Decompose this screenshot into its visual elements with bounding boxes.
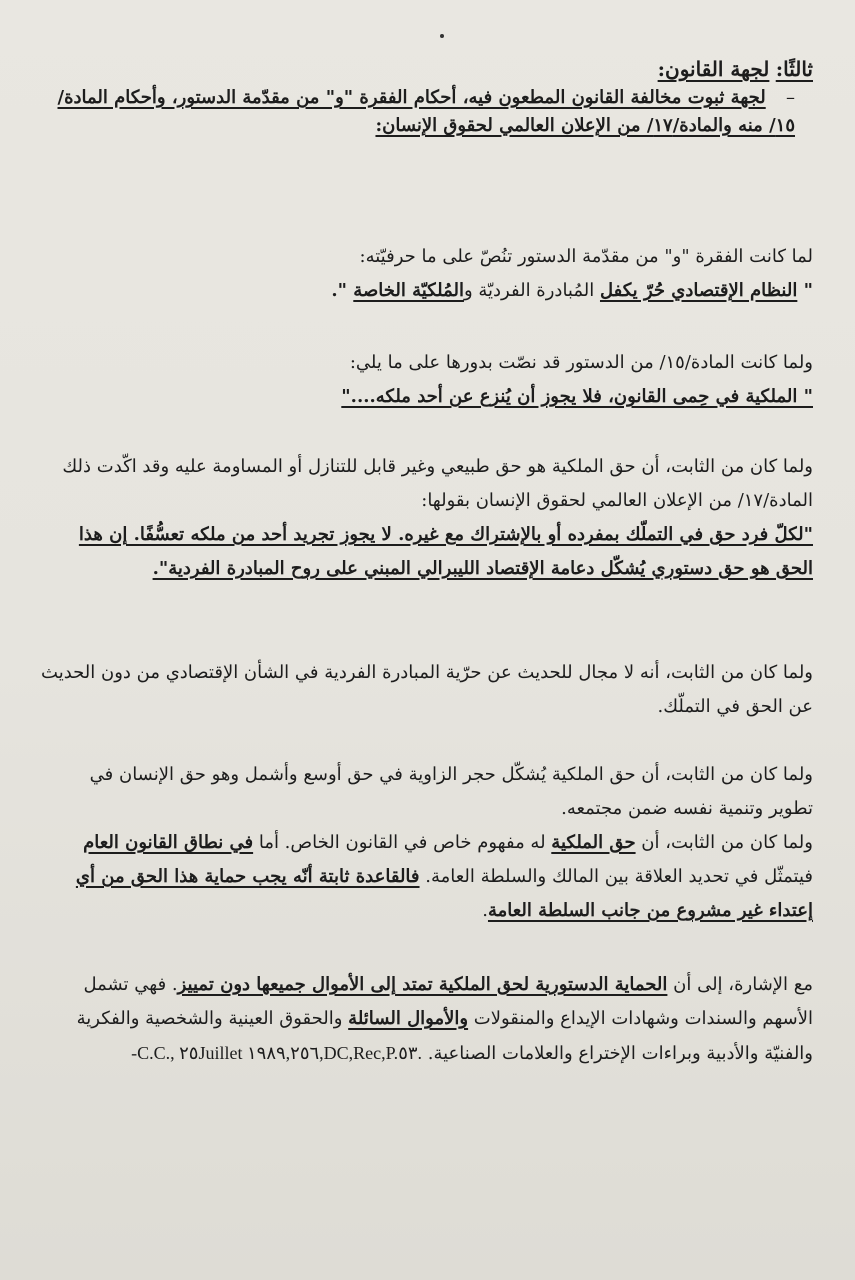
text-run: مع الإشارة، إلى أن <box>667 974 813 995</box>
text-run: . فهي تشمل الأسهم والسندات وشهادات الإيداع والمنقولات <box>83 974 813 1029</box>
emphasis-liquid-assets: والأموال السائلة <box>348 1008 469 1029</box>
paragraph-intro: لما كانت الفقرة "و" من مقدّمة الدستور تنُصّ على ما حرفيّته: <box>359 246 813 267</box>
text-run: والحقوق العينية والشخصية والفكرية والفنيّة والأدبية وبراءات الإختراع والعلامات الصناعية. <box>76 1008 813 1064</box>
paragraph-text <box>40 968 813 1071</box>
emphasis-property-right: حق الملكية <box>551 832 636 853</box>
paragraph-article-17 <box>40 450 813 586</box>
heading-number: ثالثًا: <box>775 57 813 81</box>
quote-article-17: "لكلّ فرد حق في التملّك بمفرده أو بالإشتراك مع غيره. لا يجوز تجريد أحد من ملكه تعسُّفًا. إن هذا الحق هو حق دستوري يُشكّل دعامة الإقتصاد الليبرالي المبني على روح المبادرة الفردية". <box>78 524 813 579</box>
emphasis-public-law: في نطاق القانون العام <box>83 832 254 853</box>
text-run: ولما كان من الثابت، أن <box>635 832 813 853</box>
paragraph-constitutional-protection <box>40 968 813 1071</box>
paragraph-property-right <box>40 758 813 928</box>
text-run: . <box>482 900 488 921</box>
heading-subtitle <box>40 84 795 140</box>
paragraph-constitution-preamble <box>40 240 813 308</box>
quote-open: " <box>797 280 813 301</box>
quote-economic-system <box>40 274 813 308</box>
quote-article-15: " الملكية في حِمى القانون، فلا يجوز أن يُنزع عن أحد ملكه...." <box>341 386 813 407</box>
quote-part-1: النظام الإقتصادي حُرّ يكفل <box>599 280 798 301</box>
heading-subtitle-text: لجهة ثبوت مخالفة القانون المطعون فيه، أحكام الفقرة "و" من مقدّمة الدستور، وأحكام المادة/١٥/ منه والمادة/١٧/ من الإعلان العالمي لحقوق الإنسان: <box>57 87 795 136</box>
section-heading <box>40 54 813 140</box>
heading-title-text: لجهة القانون: <box>657 57 770 81</box>
paragraph-intro: ولما كانت المادة/١٥/ من الدستور قد نصّت بدورها على ما يلي: <box>349 352 813 373</box>
paragraph-intro: ولما كان من الثابت، أن حق الملكية هو حق طبيعي وغير قابل للتنازل أو المساومة عليه وقد اكّدت ذلك المادة/١٧/ من الإعلان العالمي لحقوق الإنسان بقولها: <box>62 456 813 511</box>
emphasis-constitutional-protection: الحماية الدستورية لحق الملكية تمتد إلى الأموال جميعها دون تمييز <box>177 974 668 995</box>
text-run: له مفهوم خاص في القانون الخاص. أما <box>253 832 552 853</box>
quote-part-2: المُبادرة الفرديّة و <box>463 280 600 301</box>
paragraph-text-2 <box>40 826 813 928</box>
emphasis-protection-rule: فالقاعدة ثابتة أنّه يجب حماية هذا الحق من أي إعتداء غير مشروع من جانب السلطة العامة <box>75 866 813 921</box>
text-run: فيتمثّل في تحديد العلاقة بين المالك والسلطة العامة. <box>419 866 813 887</box>
quote-close: ". <box>331 280 354 301</box>
paragraph-economic-initiative <box>40 656 813 724</box>
citation: -C.C., ٢٥Juillet ١٩٨٩,٢٥٦,DC,Rec,P.٥٣. <box>131 1043 423 1063</box>
ink-dot <box>440 34 444 38</box>
paragraph-text-1: ولما كان من الثابت، أن حق الملكية يُشكّل حجر الزاوية في حق أوسع وأشمل وهو حق الإنسان في تطوير وتنمية نفسه ضمن مجتمعه. <box>89 764 813 819</box>
paragraph-article-15 <box>40 346 813 414</box>
paragraph-text: ولما كان من الثابت، أنه لا مجال للحديث عن حرّية المبادرة الفردية في الشأن الإقتصادي من دون الحديث عن الحق في التملّك. <box>41 662 813 717</box>
heading-title <box>40 54 813 84</box>
quote-part-3: المُلكيّة الخاصة <box>353 280 464 301</box>
heading-dash: – <box>786 87 795 108</box>
